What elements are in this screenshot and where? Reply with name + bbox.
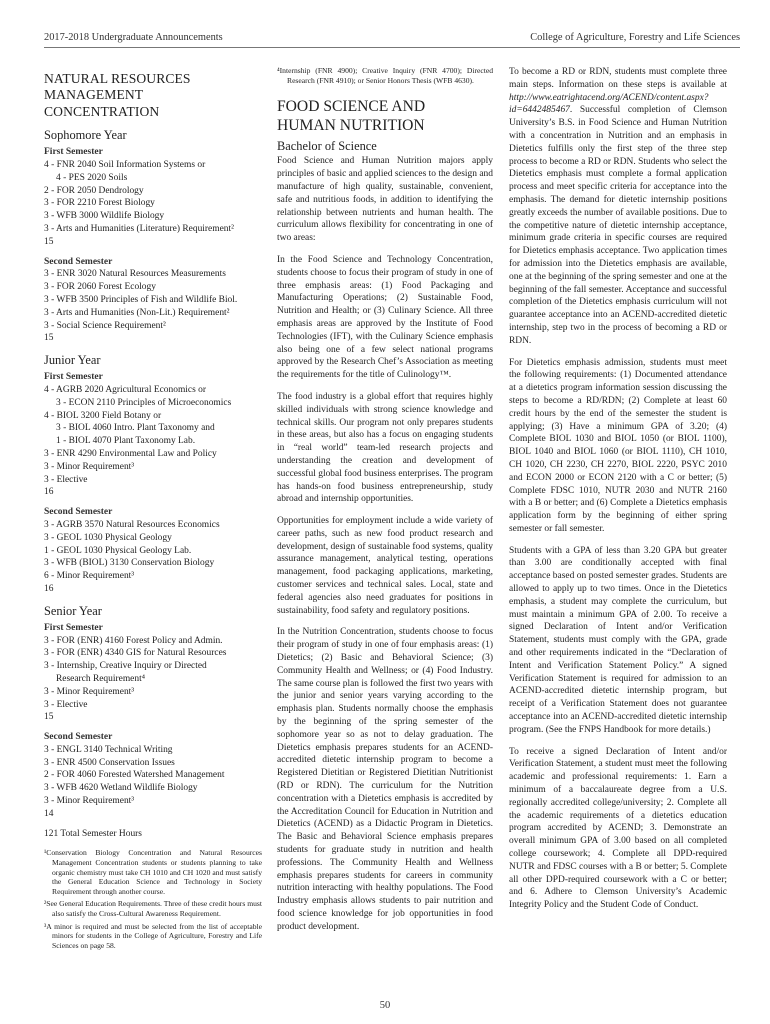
course-line: 4 - AGRB 2020 Agricultural Economics or xyxy=(44,384,206,395)
junior-year-heading: Junior Year xyxy=(44,353,101,368)
course-line: 3 - ENR 3020 Natural Resources Measurements xyxy=(44,269,226,280)
course-line: 3 - Internship, Creative Inquiry or Directed xyxy=(44,661,207,672)
course-line: 3 - FOR (ENR) 4340 GIS for Natural Resources xyxy=(44,648,227,659)
course-line: 4 - FNR 2040 Soil Information Systems or xyxy=(44,160,206,171)
paragraph-text: . Successful completion of Clemson University’s B.S. in Food Science and Human Nutrition with a concentration in Nutrition and an emphasis in Dietetics fulfills only the first step of the three step process to become a RD or RDN. Students who select the Dietetics emphasis must complete a formal application process and meet specific criteria for acceptance into the emphasis. The demand for dietetic internship positions greatly exceeds the number of available positions. Due to the competitive nature of dietetic internship acceptance, minimum grade criteria in specific courses are required for Dietetics emphasis acceptance. Two application times for admission into the Dietetics emphasis are available, one at the beginning of the spring semester and one at the beginning of the fall semester. Acceptance and successful completion of the Dietetics emphasis curriculum will not guarantee acceptance into an ACEND-accredited dietetic internship, step two in the process of becoming a RD or RDN. xyxy=(509,105,727,346)
course-line: 4 - PES 2020 Soils xyxy=(56,172,128,183)
course-line: 3 - WFB (BIOL) 3130 Conservation Biology xyxy=(44,558,215,569)
course-line: 3 - Arts and Humanities (Non-Lit.) Requirement² xyxy=(44,307,230,318)
semester-heading: First Semester xyxy=(44,622,103,633)
course-line: 3 - GEOL 1030 Physical Geology xyxy=(44,532,172,543)
footnote: ²See General Education Requirements. Three of these credit hours must also satisfy the Cross-Cultural Awareness Requirement. xyxy=(44,899,262,919)
semester-total: 14 xyxy=(44,808,54,819)
paragraph: The food industry is a global effort that requires highly skilled individuals with strong science knowledge and technical skills. Our program not only prepares students in these areas, but also has a focus on engaging students in “real world” team-led research projects and understanding the creation and development of successful global food business enterprises. The program has hands-on food business entrepreneurship, study abroad and internship opportunities. xyxy=(277,391,493,505)
senior-year-heading: Senior Year xyxy=(44,603,102,618)
course-line: 3 - WFB 4620 Wetland Wildlife Biology xyxy=(44,783,198,794)
course-line: 3 - ENGL 3140 Technical Writing xyxy=(44,744,173,755)
course-line: 3 - ENR 4290 Environmental Law and Policy xyxy=(44,448,217,459)
course-line: 3 - BIOL 4060 Intro. Plant Taxonomy and xyxy=(56,423,215,434)
acend-link[interactable]: http://www.eatrightacend.org/ACEND/content.aspx?id=6442485467 xyxy=(509,92,709,116)
course-line: 3 - ENR 4500 Conservation Issues xyxy=(44,757,175,768)
course-line: 3 - Minor Requirement³ xyxy=(44,686,135,697)
course-line: 3 - AGRB 3570 Natural Resources Economics xyxy=(44,519,220,530)
semester-heading: First Semester xyxy=(44,147,103,158)
course-line: 3 - Minor Requirement³ xyxy=(44,461,135,472)
course-line: 3 - Elective xyxy=(44,699,88,710)
course-line: 3 - Minor Requirement³ xyxy=(44,796,135,807)
paragraph: Students with a GPA of less than 3.20 GPA but greater than 3.00 are conditionally accepted with final acceptance based on posted semester grades. Students are allowed to apply up to two times. Once in the Dietetics emphasis, a student may complete the curriculum, but must maintain a minimum GPA of 2.00. To receive a signed Declaration of Intent and/or Verification Statement, students must comply with the GPA, grade and other requirements indicated in the “Declaration of Intent and Verification Statement Policy.” A signed Verification Statement is required for admission to an ACEND-accredited dietetic internship program, but receipt of a Verification Statement does not guarantee acceptance into an ACEND-accredited dietetic internship program. (See the FNPS Handbook for more details.) xyxy=(509,545,727,735)
program-title-line: FOOD SCIENCE AND xyxy=(277,98,426,116)
course-line: 2 - FOR 2050 Dendrology xyxy=(44,185,144,196)
course-line: 1 - GEOL 1030 Physical Geology Lab. xyxy=(44,545,192,556)
course-line: 3 - Arts and Humanities (Literature) Requirement² xyxy=(44,224,234,234)
semester-total: 15 xyxy=(44,236,54,247)
paragraph: In the Food Science and Technology Concentration, students choose to focus their program of study in one of three emphasis areas: (1) Food Packaging and Manufacturing Operations; (2) Sustainable Food, Nutrition and Health; or (3) Culinary Science. All three emphasis areas are approved by the Institute of Food Technologies (IFT), with the Culinary Science emphasis also being one of a few select national programs approved by the Research Chef’s Association as meeting the requirements for the title of Culinology™. xyxy=(277,254,493,381)
total-hours: 121 Total Semester Hours xyxy=(44,828,142,839)
semester-heading: Second Semester xyxy=(44,256,113,267)
section-title xyxy=(44,71,262,120)
column-natural-resources xyxy=(44,66,262,953)
course-line: 3 - FOR 2060 Forest Ecology xyxy=(44,282,156,293)
degree-heading: Bachelor of Science xyxy=(277,139,377,154)
semester-total: 15 xyxy=(44,712,54,723)
header-rule xyxy=(44,47,740,48)
sophomore-year-heading: Sophomore Year xyxy=(44,128,127,143)
column-dietetics xyxy=(509,66,727,921)
header-left: 2017-2018 Undergraduate Announcements xyxy=(44,32,223,43)
semester-total: 16 xyxy=(44,487,54,498)
semester-total: 15 xyxy=(44,333,54,344)
paragraph xyxy=(509,66,727,348)
semester-heading: First Semester xyxy=(44,372,103,383)
column-food-science xyxy=(277,66,493,943)
footnote: ¹Conservation Biology Concentration and Natural Resources Management Concentration students or students planning to take organic chemistry must take CH 1010 and CH 1020 and must satisfy the General Education Science and Technology in Society Requirement through another course. xyxy=(44,848,262,896)
program-title-line: HUMAN NUTRITION xyxy=(277,116,425,134)
paragraph: In the Nutrition Concentration, students choose to focus their program of study in one of four emphasis areas: (1) Dietetics; (2) Basic and Behavioral Science; (3) Community Health and Wellness; or (4) Food Industry. The same course plan is followed the first two years with the junior and senior years varying according to the emphasis plan. Students normally choose the emphasis by the beginning of the spring semester of the sophomore year so as not to delay graduation. The Dietetics emphasis prepares students for an ACEND-accredited dietetic internship program to become a Registered Dietitian or Registered Dietitian Nutritionist (RD or RDN). The curriculum for the Nutrition concentration with a Dietetics emphasis is accredited by the Accreditation Council for Education in Nutrition and Dietetics (ACEND) as a Didactic Program in Dietetics. The Basic and Behavioral Science emphasis prepares students for graduate study in nutrition and health professions. The Community Health and Wellness emphasis prepares students for careers in community nutrition interacting with healthy populations. The Food Industry emphasis allows students to pair nutrition and food science knowledge for job opportunities in food product development. xyxy=(277,627,493,932)
course-line: 3 - WFB 3000 Wildlife Biology xyxy=(44,211,165,222)
page-number: 50 xyxy=(379,1000,391,1011)
course-line: 1 - BIOL 4070 Plant Taxonomy Lab. xyxy=(56,436,196,447)
course-line: 4 - BIOL 3200 Field Botany or xyxy=(44,410,162,421)
course-line: 3 - WFB 3500 Principles of Fish and Wildlife Biol. xyxy=(44,294,238,305)
paragraph: Food Science and Human Nutrition majors apply principles of basic and applied sciences to the design and manufacture of high quality, sustainable, convenient, safe and nutritious foods, in addition to identifying the relationship between nutrients and human health. The curriculum allows flexibility for concentrating in one of two areas: xyxy=(277,156,493,244)
program-title xyxy=(277,98,493,135)
semester-heading: Second Semester xyxy=(44,507,113,518)
course-line: Research Requirement⁴ xyxy=(56,673,145,684)
course-line: 3 - Elective xyxy=(44,474,88,485)
course-line: 3 - FOR (ENR) 4160 Forest Policy and Admin. xyxy=(44,635,223,646)
course-line: 3 - Social Science Requirement² xyxy=(44,320,166,331)
footnote: ³A minor is required and must be selected from the list of acceptable minors for students in the College of Agriculture, Forestry and Life Sciences on page 58. xyxy=(44,921,262,950)
course-line: 3 - FOR 2210 Forest Biology xyxy=(44,198,155,209)
paragraph: For Dietetics emphasis admission, students must meet the following requirements: (1) Documented attendance at a dietetics program information session discussing the steps to become a RD/RDN; (2) Complete at least 60 credit hours by the end of the semester the student is applying; (3) Have a minimum GPA of 3.20; (4) Complete BIOL 1030 and BIOL 1050 (or BIOL 1100), BIOL 1040 and BIOL 1060 (or BIOL 1110), CH 1010, CH 1020, CH 2230, CH 2270, BIOL 2220, PSYC 2010 and ECON 2000 or ECON 2120 with a C or better; (5) Complete FDSC 1010, NUTR 2030 and NUTR 2160 with a B or better; and (6) Complete a Dietetics emphasis application form by the beginning of either spring semester or fall semester. xyxy=(509,357,727,534)
paragraph-text: To become a RD or RDN, students must complete three main steps. Information on these steps is available at xyxy=(509,67,727,90)
semester-total: 16 xyxy=(44,583,54,594)
semester-heading: Second Semester xyxy=(44,732,113,743)
course-line: 6 - Minor Requirement³ xyxy=(44,571,135,582)
section-title-line: NATURAL RESOURCES xyxy=(44,71,191,86)
paragraph: Opportunities for employment include a wide variety of career paths, such as new food product research and development, design of sustainable food systems, quality assurance management, analytical testing, operations management, food packaging applications, marketing, customer services and technical sales. Local, state and federal agencies also need graduates for positions in sustainability, food safety and regulatory positions. xyxy=(277,516,493,616)
section-title-line: MANAGEMENT xyxy=(44,87,144,103)
course-line: 2 - FOR 4060 Forested Watershed Management xyxy=(44,770,225,781)
paragraph: To receive a signed Declaration of Intent and/or Verification Statement, a student must meet the following academic and professional requirements: 1. Earn a minimum of a baccalaureate degree from a U.S. regionally accredited college/university; 2. Complete all the academic requirements of a dietetics education program accredited by ACEND; 3. Demonstrate an overall minimum GPA of 3.00 based on all completed college coursework; 4. Complete all DPD-required NUTR and FDSC courses with a B or better; 5. Complete all other DPD-required coursework with a C or better; and 6. Adhere to Clemson University’s Academic Integrity Policy and the Student Code of Conduct. xyxy=(509,746,727,911)
footnote: ⁴Internship (FNR 4900); Creative Inquiry (FNR 4700); Directed Research (FNR 4910); or Senior Honors Thesis (WFB 4630). xyxy=(277,66,493,85)
header-right: College of Agriculture, Forestry and Life Sciences xyxy=(530,32,740,43)
section-title-line: CONCENTRATION xyxy=(44,103,160,119)
course-line: 3 - ECON 2110 Principles of Microeconomics xyxy=(56,397,232,408)
